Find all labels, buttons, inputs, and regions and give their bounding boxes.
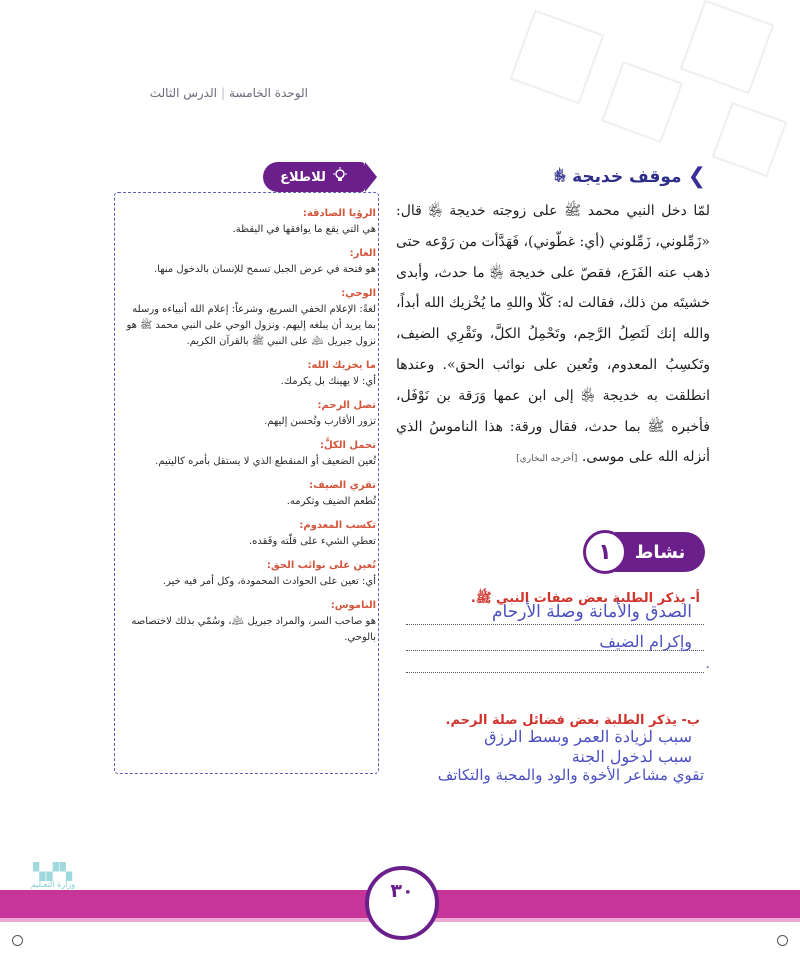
glossary-entry xyxy=(120,246,376,278)
section-title xyxy=(554,166,706,188)
glossary-definition: هو صاحب السر، والمراد جبريل ﵇، وسُمّي بذلك لاختصاصه بالوحي. xyxy=(131,616,376,643)
activity-badge: نشاط xyxy=(615,532,705,572)
sidebar-tab-arrow xyxy=(365,162,377,192)
answer-line xyxy=(406,672,704,673)
glossary-definition: أي: تعين على الحوادث المحمودة، وكل أمر فيه خير. xyxy=(162,576,376,587)
glossary-term: تحمل الكلَّ: xyxy=(320,440,376,451)
sidebar-tab-body xyxy=(263,162,365,192)
glossary-term: تصل الرحم: xyxy=(317,400,376,411)
ministry-label: وزارة التعـليم xyxy=(30,880,76,889)
lightbulb-icon xyxy=(332,167,348,187)
page-number: ٣٠ xyxy=(365,866,439,940)
glossary-entry xyxy=(120,558,376,590)
glossary-entry xyxy=(120,438,376,470)
glossary-term: تقري الضيف: xyxy=(309,480,376,491)
glossary-entry xyxy=(120,206,376,238)
glossary-entry xyxy=(120,358,376,390)
header-separator: | xyxy=(220,86,226,100)
registration-mark xyxy=(777,935,788,946)
handwritten-answer: سبب لدخول الجنة xyxy=(571,747,692,766)
bg-square xyxy=(601,61,683,143)
handwritten-answer: وإكرام الضيف xyxy=(599,632,692,651)
glossary-entry xyxy=(120,398,376,430)
glossary-definition: تُطعم الضيف وتكرمه. xyxy=(286,496,376,507)
sidebar-tab-label: للاطلاع xyxy=(280,169,326,185)
handwritten-answer: سبب لزيادة العمر وبسط الرزق xyxy=(484,727,692,746)
glossary-term: الناموس: xyxy=(330,600,376,611)
page-header xyxy=(150,86,308,100)
bg-square xyxy=(510,10,605,105)
glossary-term: ما يخزيك الله: xyxy=(307,360,376,371)
handwritten-answer: الصدق والأمانة وصلة الأرحام xyxy=(492,602,692,622)
lesson-label: الدرس الثالث xyxy=(149,86,217,100)
glossary-definition: لغةً: الإعلام الخفي السريع، وشرعاً: إعلام الله أنبياءه ورسله بما يريد أن يبلغه إليهم. ونزول الوحي على النبي محمد ﷺ هو نزول جبريل ﵇ على النبي ﷺ بالقرآن الكريم. xyxy=(126,304,376,347)
question-b: ب- يذكر الطلبة بعض فضائل صلة الرحم. xyxy=(445,713,700,728)
bg-square xyxy=(680,0,775,94)
glossary-term: الغار: xyxy=(349,248,376,259)
section-title-text: موقف خديجة xyxy=(572,167,682,187)
question-a: أ- يذكر الطلبة بعض صفات النبي ﷺ. xyxy=(470,591,700,606)
hadith-source: [أخرجه البخاري] xyxy=(516,454,578,465)
main-paragraph xyxy=(396,196,710,475)
answer-end-mark: . xyxy=(705,656,710,672)
activity-header xyxy=(583,532,705,574)
glossary-entry xyxy=(120,286,376,350)
glossary-definition: تزور الأقارب وتُحسن إليهم. xyxy=(264,416,376,427)
handwritten-answer: تقوي مشاعر الأخوة والود والمحبة والتكاتف xyxy=(437,766,704,784)
glossary-entry xyxy=(120,478,376,510)
glossary-definition: تعطي الشيء على قلّته وفَقده. xyxy=(248,536,376,547)
glossary-term: الرؤيا الصادقة: xyxy=(302,208,376,219)
glossary-entry xyxy=(120,598,376,646)
bg-square xyxy=(712,102,788,178)
unit-label: الوحدة الخامسة xyxy=(229,86,308,100)
answer-line xyxy=(406,624,704,625)
glossary-term: الوحي: xyxy=(341,288,376,299)
sidebar-tab xyxy=(263,162,377,192)
honorific: ﵂ xyxy=(553,168,567,183)
glossary-definition: أي: لا يهينك بل يكرمك. xyxy=(280,376,376,387)
activity-number: ١ xyxy=(583,530,627,574)
glossary-term: تُعين على نوائب الحق: xyxy=(266,560,376,571)
glossary-entry xyxy=(120,518,376,550)
chevron-right-icon: ❯ xyxy=(687,164,706,189)
main-paragraph-text: لمّا دخل النبي محمد ﷺ على زوجته خديجة ﵂ قال: «زَمِّلوني، زَمِّلوني (أي: غطّوني)، فَهَدَّأت من رَوْعه حتى ذهب عنه الفَزَع، فقصّ على خديجة ﵂ ما حدث، وأبدى خشيتَه من ذلك، فقالت له: كَلّا واللهِ ما يُخْزيك الله أبداً، والله إنك لَتَصِلُ الرَّحِم، وتَحْمِلُ الكلَّ، وتَقْرِي الضيف، وتَكسِبُ المعدوم، وتُعين على نوائب الحق». وعندها انطلقت به خديجة ﵂ إلى ابن عمها وَرَقة بن نَوْفَل، فأخبره ﷺ بما حدث، فقال ورقة: هذا الناموسُ الذي أنزله الله على موسى. xyxy=(396,203,710,466)
registration-mark xyxy=(12,935,23,946)
glossary-definition: هي التي يقع ما يوافقها في اليقظة. xyxy=(232,224,376,235)
ministry-logo-icon: ▚▞▚ xyxy=(33,862,73,881)
glossary-definition: تُعين الضعيف أو المنقطع الذي لا يستقل بأمره كاليتيم. xyxy=(155,456,376,467)
glossary-definition: هو فتحة في عرض الجبل تسمح للإنسان بالدخول منها. xyxy=(153,264,376,275)
ministry-logo xyxy=(22,864,84,889)
glossary-term: تكسب المعدوم: xyxy=(299,520,376,531)
glossary-list xyxy=(120,206,376,654)
